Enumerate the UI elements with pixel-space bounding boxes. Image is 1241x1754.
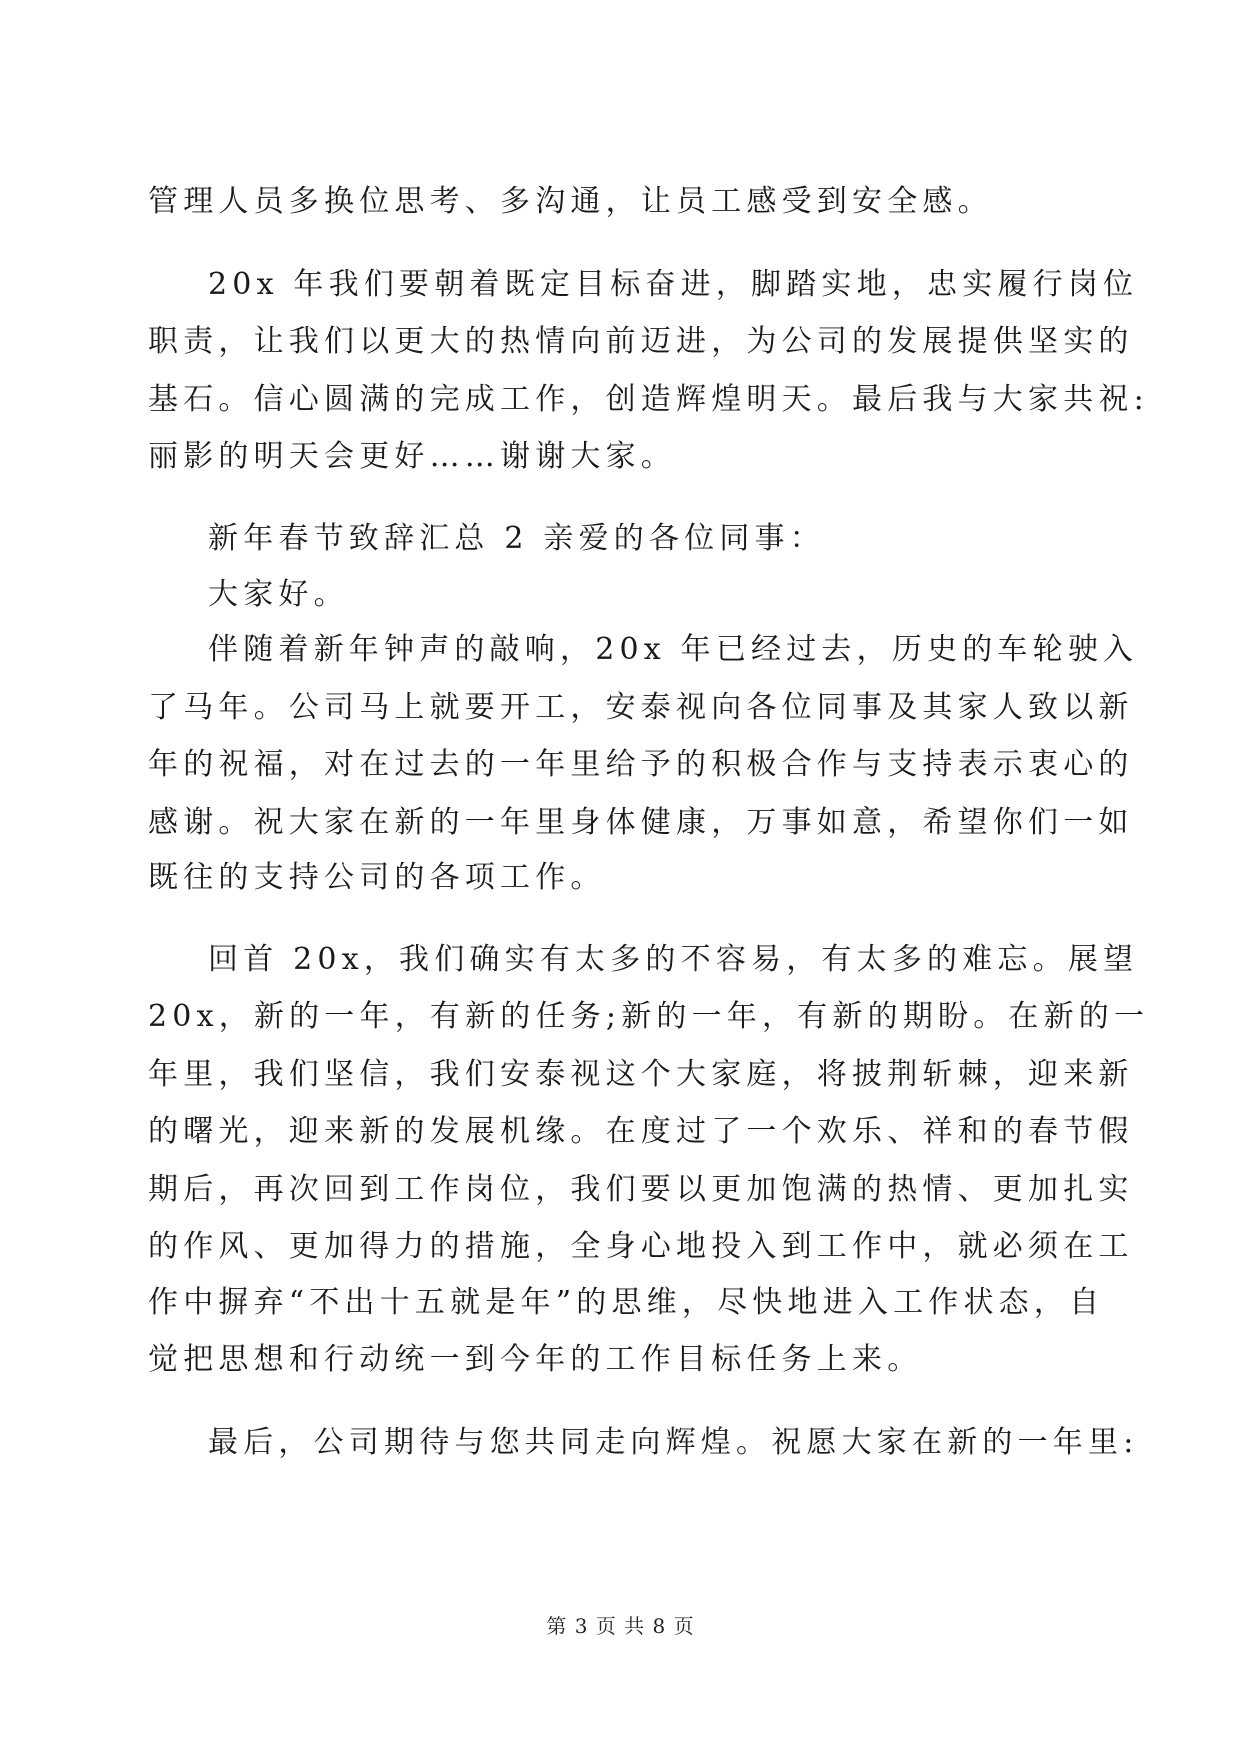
text-line: 的作风、更加得力的措施，全身心地投入到工作中，就必须在工: [148, 1229, 1134, 1264]
text-line: 既往的支持公司的各项工作。: [148, 860, 606, 895]
text-line: 职责，让我们以更大的热情向前迈进，为公司的发展提供坚实的: [148, 324, 1134, 359]
text-line: 回首 20x，我们确实有太多的不容易，有太多的难忘。展望: [208, 942, 1139, 977]
text-line: 觉把思想和行动统一到今年的工作目标任务上来。: [148, 1342, 923, 1377]
text-line: 期后，再次回到工作岗位，我们要以更加饱满的热情、更加扎实: [148, 1172, 1134, 1207]
text-line: 作中摒弃“不出十五就是年”的思维，尽快地进入工作状态，自: [148, 1285, 1105, 1320]
text-line: 年里，我们坚信，我们安泰视这个大家庭，将披荆斩棘，迎来新: [148, 1057, 1134, 1092]
text-line: 了马年。公司马上就要开工，安泰视向各位同事及其家人致以新: [148, 690, 1134, 725]
text-line: 丽影的明天会更好……谢谢大家。: [148, 439, 676, 474]
text-line: 20x，新的一年，有新的任务;新的一年，有新的期盼。在新的一: [148, 999, 1150, 1034]
text-line: 年的祝福，对在过去的一年里给予的积极合作与支持表示衷心的: [148, 747, 1134, 782]
text-line: 20x 年我们要朝着既定目标奋进，脚踏实地，忠实履行岗位: [208, 267, 1139, 302]
text-line: 感谢。祝大家在新的一年里身体健康，万事如意，希望你们一如: [148, 805, 1134, 840]
text-line: 基石。信心圆满的完成工作，创造辉煌明天。最后我与大家共祝:: [148, 382, 1149, 417]
text-line: 管理人员多换位思考、多沟通，让员工感受到安全感。: [148, 184, 993, 219]
text-line: 最后，公司期待与您共同走向辉煌。祝愿大家在新的一年里:: [208, 1425, 1139, 1460]
section-heading: 新年春节致辞汇总 2 亲爱的各位同事：: [208, 521, 825, 556]
page-number-footer: 第 3 页 共 8 页: [546, 1614, 695, 1638]
text-line: 伴随着新年钟声的敲响，20x 年已经过去，历史的车轮驶入: [208, 632, 1139, 667]
greeting: 大家好。: [208, 577, 349, 612]
text-line: 的曙光，迎来新的发展机缘。在度过了一个欢乐、祥和的春节假: [148, 1114, 1134, 1149]
